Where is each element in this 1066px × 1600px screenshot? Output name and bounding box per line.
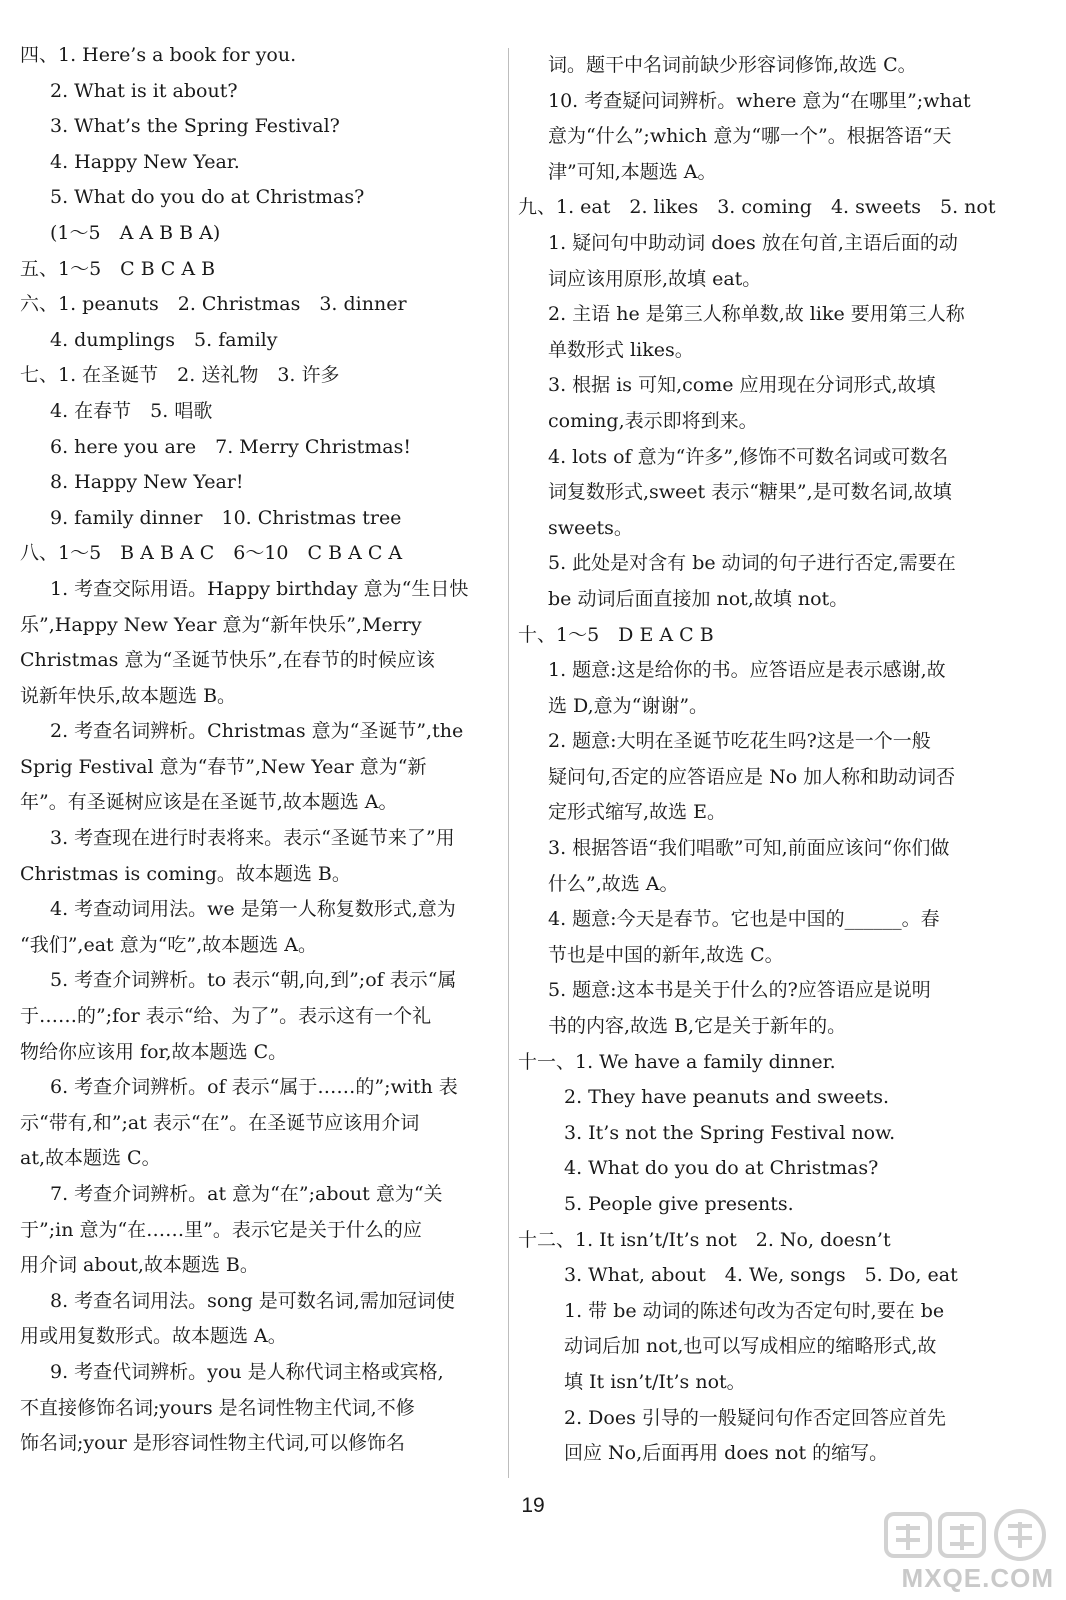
text-line: 疑问句,否定的应答语应是 No 加人称和助动词否 [548,765,956,788]
text-line: 用介词 about,故本题选 B。 [20,1254,259,1277]
text-line: 5. 此处是对含有 be 动词的句子进行否定,需要在 [548,552,956,575]
text-line: coming,表示即将到来。 [548,409,758,432]
text-line: 用或用复数形式。故本题选 A。 [20,1325,287,1348]
text-line: 2. 主语 he 是第三人称单数,故 like 要用第三人称 [548,303,965,326]
text-line: 书的内容,故选 B,它是关于新年的。 [548,1015,847,1038]
text-line: 意为“什么”;which 意为“哪一个”。根据答语“天 [548,125,952,148]
text-line: 3. What, about 4. We, songs 5. Do, eat [564,1264,958,1287]
text-line: 十、1～5 D E A C B [518,623,714,646]
text-line: 8. Happy New Year! [50,471,244,494]
text-line: 九、1. eat 2. likes 3. coming 4. sweets 5. not [518,196,996,219]
text-line: 说新年快乐,故本题选 B。 [20,684,237,707]
left-column [20,38,495,1462]
text-line: 词。题干中名词前缺少形容词修饰,故选 C。 [548,54,917,76]
text-line: 六、1. peanuts 2. Christmas 3. dinner [20,293,407,316]
text-line: Sprig Festival 意为“春节”,New Year 意为“新 [20,755,427,778]
text-line: 2. 题意:大明在圣诞节吃花生吗?这是一个一般 [548,730,931,753]
text-line: 1. 考查交际用语。Happy birthday 意为“生日快 [50,577,469,600]
text-line: 4. lots of 意为“许多”,修饰不可数名词或可数名 [548,445,949,468]
text-line: 示“带有,和”;at 表示“在”。在圣诞节应该用介词 [20,1111,420,1134]
text-line: 回应 No,后面再用 does not 的缩写。 [564,1442,889,1465]
text-line: Christmas 意为“圣诞节快乐”,在春节的时候应该 [20,649,435,672]
text-line: 2. Does 引导的一般疑问句作否定回答应首先 [564,1406,946,1429]
text-line: 3. 考查现在进行时表将来。表示“圣诞节来了”用 [50,827,455,850]
text-line: 2. What is it about? [50,79,238,102]
text-line: 七、1. 在圣诞节 2. 送礼物 3. 许多 [20,364,340,387]
text-line: 不直接修饰名词;yours 是名词性物主代词,不修 [20,1396,415,1419]
page-number: 19 [521,1494,545,1517]
text-line: 5. 考查介词辨析。to 表示“朝,向,到”;of 表示“属 [50,969,457,992]
answer-circle-logo-icon [882,1506,1052,1564]
right-column [518,48,1008,1472]
text-line: 词复数形式,sweet 表示“糖果”,是可数名词,故填 [548,481,952,504]
text-line: “我们”,eat 意为“吃”,故本题选 A。 [20,933,317,956]
text-line: 2. They have peanuts and sweets. [564,1086,890,1109]
text-line: 填 It isn’t/It’s not。 [564,1370,746,1393]
text-line: 四、1. Here’s a book for you. [20,44,297,66]
text-line: 八、1～5 B A B A C 6～10 C B A C A [20,542,403,565]
text-line: 于……的”;for 表示“给、为了”。表示这有一个礼 [20,1005,432,1028]
text-line: 于”;in 意为“在……里”。表示它是关于什么的应 [20,1218,422,1241]
text-line: 4. 题意:今天是春节。它也是中国的______。春 [548,908,940,931]
text-line: 4. 在春节 5. 唱歌 [50,399,213,422]
text-line: 9. 考查代词辨析。you 是人称代词主格或宾格, [50,1360,444,1383]
text-line: 6. 考查介词辨析。of 表示“属于……的”;with 表 [50,1076,458,1099]
column-divider [508,48,509,1478]
text-line: 十一、1. We have a family dinner. [518,1050,836,1073]
text-line: 五、1～5 C B C A B [20,257,216,280]
text-line: 津”可知,本题选 A。 [548,160,717,183]
text-line: be 动词后面直接加 not,故填 not。 [548,587,849,610]
text-line: 3. It’s not the Spring Festival now. [564,1121,896,1144]
text-line: 4. 考查动词用法。we 是第一人称复数形式,意为 [50,898,456,921]
text-line: 节也是中国的新年,故选 C。 [548,943,784,966]
watermark-text: MXQE.COM [901,1563,1054,1593]
text-line: 4. What do you do at Christmas? [564,1157,879,1180]
text-line: 选 D,意为“谢谢”。 [548,694,709,717]
text-line: 什么”,故选 A。 [548,872,679,895]
text-line: 7. 考查介词辨析。at 意为“在”;about 意为“关 [50,1183,443,1205]
text-line: Christmas is coming。故本题选 B。 [20,862,351,885]
text-line: at,故本题选 C。 [20,1147,161,1170]
text-line: 5. What do you do at Christmas? [50,186,365,209]
text-line: 8. 考查名词用法。song 是可数名词,需加冠词使 [50,1289,455,1312]
text-line: 10. 考查疑问词辨析。where 意为“在哪里”;what [548,89,971,112]
text-line: 乐”,Happy New Year 意为“新年快乐”,Merry [20,613,422,636]
text-line: 4. Happy New Year. [50,150,240,173]
text-line: 6. here you are 7. Merry Christmas! [50,435,411,458]
text-line: 2. 考查名词辨析。Christmas 意为“圣诞节”,the [50,720,464,743]
text-line: 单数形式 likes。 [548,338,694,361]
text-line: 4. dumplings 5. family [50,328,278,351]
text-line: 3. What’s the Spring Festival? [50,115,340,138]
text-line: 饰名词;your 是形容词性物主代词,可以修饰名 [20,1432,405,1455]
watermark [864,1502,1054,1594]
text-line: 3. 根据答语“我们唱歌”可知,前面应该问“你们做 [548,837,950,860]
text-line: 1. 疑问句中助动词 does 放在句首,主语后面的动 [548,231,958,254]
text-line: (1～5 A A B B A) [50,221,221,244]
text-line: 3. 根据 is 可知,come 应用现在分词形式,故填 [548,374,936,397]
text-line: 1. 带 be 动词的陈述句改为否定句时,要在 be [564,1299,945,1322]
text-line: 物给你应该用 for,故本题选 C。 [20,1040,288,1063]
text-line: 年”。有圣诞树应该是在圣诞节,故本题选 A。 [20,791,398,814]
text-line: 十二、1. It isn’t/It’s not 2. No, doesn’t [518,1228,891,1251]
text-line: sweets。 [548,516,633,539]
text-line: 定形式缩写,故选 E。 [548,801,726,824]
text-line: 词应该用原形,故填 eat。 [548,267,762,290]
text-line: 9. family dinner 10. Christmas tree [50,506,402,529]
text-line: 5. 题意:这本书是关于什么的?应答语应是说明 [548,979,931,1002]
text-line: 动词后加 not,也可以写成相应的缩略形式,故 [564,1335,937,1358]
text-line: 1. 题意:这是给你的书。应答语应是表示感谢,故 [548,659,946,682]
text-line: 5. People give presents. [564,1193,794,1215]
